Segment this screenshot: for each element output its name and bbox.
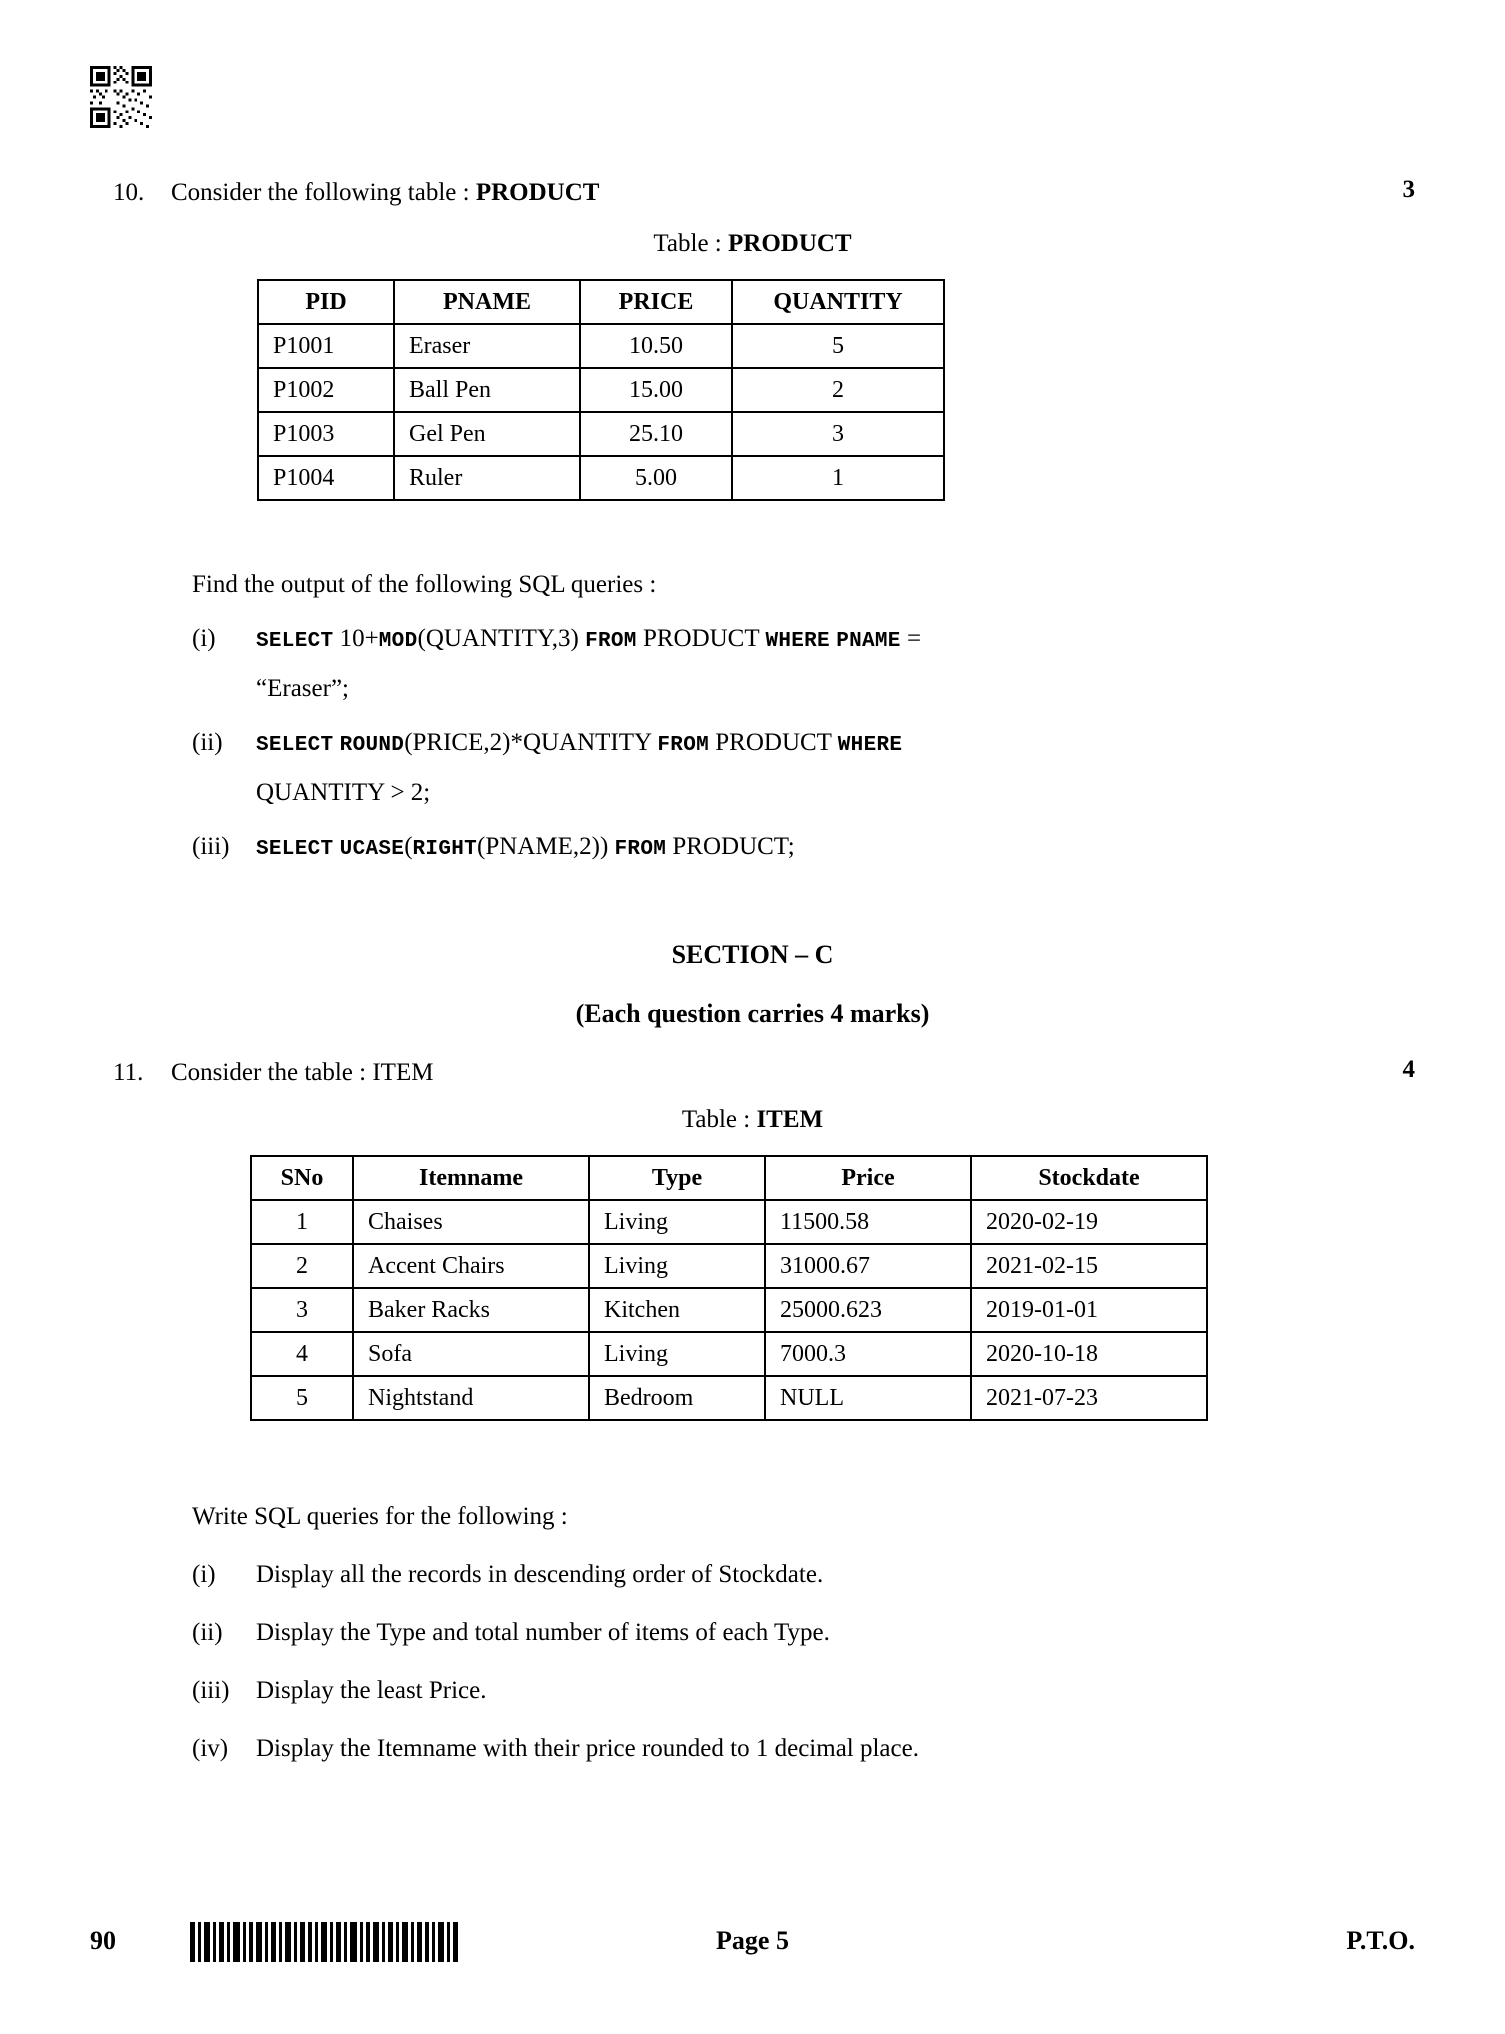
item-col-itemname: Itemname <box>353 1156 589 1200</box>
sql-text: QUANTITY > 2; <box>256 779 431 806</box>
cell-type: Living <box>589 1200 765 1244</box>
cell-price: 25.10 <box>580 412 732 456</box>
sql-text: “Eraser”; <box>256 675 349 702</box>
cell-sno: 4 <box>251 1332 353 1376</box>
product-table-header-row <box>258 280 944 324</box>
q11-item-iii <box>192 1674 487 1708</box>
sql-keyword: WHERE <box>765 630 830 653</box>
q10-query-ii-line2 <box>256 776 430 810</box>
cell-quantity: 1 <box>732 456 944 500</box>
q10-query-i <box>192 622 921 656</box>
cell-type: Living <box>589 1244 765 1288</box>
cell-quantity: 3 <box>732 412 944 456</box>
q10-query-i-line1 <box>256 622 921 656</box>
q11-item-iv <box>192 1732 919 1766</box>
q11-item-iv-label: (iv) <box>192 1735 229 1762</box>
question-11-prompt: Consider the table : ITEM <box>171 1059 434 1086</box>
cell-type: Kitchen <box>589 1288 765 1332</box>
cell-sno: 3 <box>251 1288 353 1332</box>
product-caption-label: Table : <box>653 230 728 257</box>
table-row <box>258 412 944 456</box>
cell-stockdate: 2021-02-15 <box>971 1244 1207 1288</box>
item-col-type: Type <box>589 1156 765 1200</box>
sql-keyword: SELECT <box>256 838 334 861</box>
question-10-marks: 3 <box>1402 176 1415 203</box>
qr-code-icon <box>90 66 152 128</box>
sql-text: PRODUCT <box>709 729 838 756</box>
table-row <box>258 368 944 412</box>
product-col-pname: PNAME <box>394 280 580 324</box>
item-caption-label: Table : <box>681 1106 757 1133</box>
cell-pname: Gel Pen <box>394 412 580 456</box>
q11-instruction: Write SQL queries for the following : <box>192 1503 568 1530</box>
sql-keyword: SELECT <box>256 630 334 653</box>
q11-item-ii <box>192 1616 830 1650</box>
cell-quantity: 2 <box>732 368 944 412</box>
sql-keyword: PNAME <box>836 630 901 653</box>
cell-itemname: Nightstand <box>353 1376 589 1420</box>
cell-type: Bedroom <box>589 1376 765 1420</box>
question-11-marks: 4 <box>1402 1056 1415 1083</box>
table-row <box>251 1288 1207 1332</box>
cell-price: 11500.58 <box>765 1200 971 1244</box>
q10-query-iii-line1 <box>256 830 795 864</box>
product-table-caption <box>0 230 1505 258</box>
table-row <box>251 1376 1207 1420</box>
sql-keyword: WHERE <box>837 734 903 757</box>
q11-item-iii-label: (iii) <box>192 1677 230 1704</box>
sql-keyword: UCASE <box>339 838 405 861</box>
table-row <box>251 1332 1207 1376</box>
question-10-table-name: PRODUCT <box>475 179 600 206</box>
cell-price: 15.00 <box>580 368 732 412</box>
sql-keyword: RIGHT <box>412 838 478 861</box>
cell-price: 31000.67 <box>765 1244 971 1288</box>
cell-stockdate: 2019-01-01 <box>971 1288 1207 1332</box>
cell-price: 7000.3 <box>765 1332 971 1376</box>
product-col-quantity: QUANTITY <box>732 280 944 324</box>
cell-price: 25000.623 <box>765 1288 971 1332</box>
q11-item-ii-label: (ii) <box>192 1619 223 1646</box>
sql-text: (PRICE,2)*QUANTITY <box>404 729 658 756</box>
q11-item-i <box>192 1558 823 1592</box>
page-number: Page 5 <box>716 1926 789 1955</box>
pto-label: P.T.O. <box>1346 1926 1415 1955</box>
item-table-header-row <box>251 1156 1207 1200</box>
table-row <box>251 1200 1207 1244</box>
cell-itemname: Chaises <box>353 1200 589 1244</box>
cell-itemname: Baker Racks <box>353 1288 589 1332</box>
cell-price: 10.50 <box>580 324 732 368</box>
item-table-caption <box>0 1106 1505 1134</box>
cell-pname: Ball Pen <box>394 368 580 412</box>
cell-price: NULL <box>765 1376 971 1420</box>
question-10-number: 10. <box>113 179 145 206</box>
question-11-number: 11. <box>113 1059 144 1086</box>
section-c-title: SECTION – C <box>671 940 834 969</box>
cell-sno: 1 <box>251 1200 353 1244</box>
sql-keyword: SELECT <box>256 734 334 757</box>
cell-pname: Ruler <box>394 456 580 500</box>
q11-item-iv-text: Display the Itemname with their price rounded to 1 decimal place. <box>256 1735 919 1762</box>
cell-pid: P1003 <box>258 412 394 456</box>
product-caption-name: PRODUCT <box>728 230 852 257</box>
item-col-price: Price <box>765 1156 971 1200</box>
cell-sno: 5 <box>251 1376 353 1420</box>
sql-text: 10+ <box>339 625 379 652</box>
q10-query-i-label: (i) <box>192 625 216 652</box>
cell-stockdate: 2020-10-18 <box>971 1332 1207 1376</box>
sql-keyword: FROM <box>614 838 667 861</box>
item-col-sno: SNo <box>251 1156 353 1200</box>
q11-item-ii-text: Display the Type and total number of items of each Type. <box>256 1619 830 1646</box>
cell-sno: 2 <box>251 1244 353 1288</box>
q11-item-iii-text: Display the least Price. <box>256 1677 487 1704</box>
item-col-stockdate: Stockdate <box>971 1156 1207 1200</box>
sql-text: (QUANTITY,3) <box>417 625 586 652</box>
table-row <box>258 324 944 368</box>
sql-text: PRODUCT <box>636 625 766 652</box>
cell-pid: P1001 <box>258 324 394 368</box>
product-table <box>257 279 945 501</box>
sql-text: = <box>900 625 922 652</box>
cell-quantity: 5 <box>732 324 944 368</box>
q10-query-iii <box>192 830 795 864</box>
cell-type: Living <box>589 1332 765 1376</box>
q10-query-ii <box>192 726 902 760</box>
product-col-pid: PID <box>258 280 394 324</box>
product-col-price: PRICE <box>580 280 732 324</box>
q11-item-i-text: Display all the records in descending order of Stockdate. <box>256 1561 824 1588</box>
item-table <box>250 1155 1208 1421</box>
sql-keyword: FROM <box>657 734 710 757</box>
question-11-heading <box>113 1056 433 1090</box>
section-c-subtitle: (Each question carries 4 marks) <box>575 999 930 1028</box>
q10-instruction: Find the output of the following SQL queries : <box>192 571 657 598</box>
sql-keyword: MOD <box>378 630 418 653</box>
q11-item-i-label: (i) <box>192 1561 216 1588</box>
sql-keyword: ROUND <box>339 734 405 757</box>
q10-query-iii-label: (iii) <box>192 833 230 860</box>
cell-pid: P1004 <box>258 456 394 500</box>
question-10-heading <box>113 176 599 210</box>
question-10-prompt <box>171 176 599 210</box>
q10-query-ii-label: (ii) <box>192 729 223 756</box>
cell-stockdate: 2020-02-19 <box>971 1200 1207 1244</box>
paper-code: 90 <box>90 1926 116 1955</box>
sql-text: (PNAME,2)) <box>477 833 615 860</box>
cell-pid: P1002 <box>258 368 394 412</box>
sql-text: ( <box>404 833 413 860</box>
q10-query-ii-line1 <box>256 726 902 760</box>
cell-price: 5.00 <box>580 456 732 500</box>
cell-itemname: Sofa <box>353 1332 589 1376</box>
cell-stockdate: 2021-07-23 <box>971 1376 1207 1420</box>
item-caption-name: ITEM <box>756 1106 824 1133</box>
table-row <box>251 1244 1207 1288</box>
q10-query-i-line2 <box>256 672 349 706</box>
cell-itemname: Accent Chairs <box>353 1244 589 1288</box>
sql-text: PRODUCT; <box>666 833 795 860</box>
table-row <box>258 456 944 500</box>
question-10-prompt-text: Consider the following table : <box>171 179 476 206</box>
sql-keyword: FROM <box>585 630 637 653</box>
cell-pname: Eraser <box>394 324 580 368</box>
